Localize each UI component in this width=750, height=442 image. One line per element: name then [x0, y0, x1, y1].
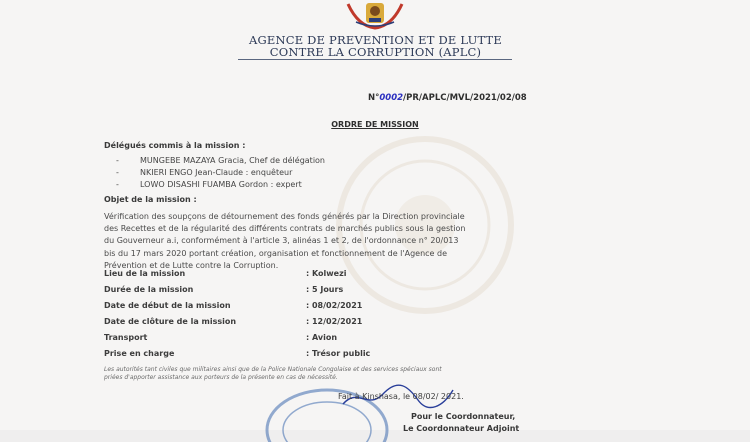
signatory-line2: Le Coordonnateur Adjoint	[403, 424, 520, 433]
coat-of-arms-emblem	[342, 0, 408, 32]
delegates-heading: Délégués commis à la mission :	[104, 141, 246, 150]
detail-label: Prise en charge	[104, 349, 175, 358]
agency-name-line2: CONTRE LA CORRUPTION (APLC)	[269, 45, 482, 59]
detail-value: : 5 Jours	[306, 285, 344, 294]
agency-name	[238, 34, 513, 58]
detail-label: Lieu de la mission	[104, 269, 186, 278]
delegates-list	[116, 155, 325, 191]
document-title: ORDRE DE MISSION	[331, 120, 419, 129]
list-item: - LOWO DISASHI FUAMBA Gordon : expert	[116, 180, 302, 189]
detail-row-cloture	[104, 317, 362, 326]
detail-label: Date de début de la mission	[104, 301, 231, 310]
detail-value: : 12/02/2021	[306, 317, 363, 326]
place-date: Fait à Kinshasa, le 08/02/ 2021.	[338, 392, 464, 401]
delegate-name: NKIERI ENGO Jean-Claude : enquêteur	[140, 168, 293, 177]
reference-handwritten: 0002	[379, 93, 404, 103]
objet-line: des Recettes et de la régularité des différents contrats de marchés publics sous la gestion	[104, 224, 466, 234]
header-divider	[238, 59, 512, 60]
list-item: - NKIERI ENGO Jean-Claude : enquêteur	[116, 168, 293, 177]
objet-line: Prévention et de Lutte contre la Corruption.	[104, 260, 279, 270]
detail-row-prise-en-charge	[104, 349, 370, 358]
objet-heading: Objet de la mission :	[104, 195, 197, 204]
agency-name-line1: AGENCE DE PREVENTION ET DE LUTTE	[248, 33, 503, 47]
reference-number	[368, 93, 527, 103]
detail-label: Durée de la mission	[104, 285, 194, 294]
objet-line: du Gouverneur a.i, conformément à l'article 3, alinéas 1 et 2, de l'ordonnance n° 20/013	[104, 236, 459, 246]
note-line: priées d'apporter assistance aux porteurs de la présente en cas de nécessité.	[104, 374, 338, 381]
reference-prefix: N°	[368, 93, 380, 103]
detail-value: : Kolwezi	[306, 269, 347, 278]
authorities-note	[104, 366, 639, 382]
detail-value: : Trésor public	[306, 349, 371, 358]
detail-label: Transport	[104, 333, 148, 342]
list-item: - MUNGEBE MAZAYA Gracia, Chef de délégation	[116, 156, 325, 165]
delegate-name: LOWO DISASHI FUAMBA Gordon : expert	[140, 180, 302, 189]
objet-line: Vérification des soupçons de détournement des fonds générés par la Direction provinciale	[104, 212, 465, 221]
detail-label: Date de clôture de la mission	[104, 317, 237, 326]
detail-value: : Avion	[306, 333, 338, 342]
signatory-line1: Pour le Coordonnateur,	[411, 412, 516, 421]
detail-row-transport	[104, 333, 337, 342]
detail-row-duree	[104, 285, 343, 294]
objet-line: bis du 17 mars 2020 portant création, organisation et fonctionnement de l'Agence de	[104, 248, 448, 258]
note-line: Les autorités tant civiles que militaires ainsi que de la Police Nationale Congolaise et des services spéciaux sont	[104, 366, 442, 373]
reference-suffix: /PR/APLC/MVL/2021/02/08	[403, 93, 527, 103]
detail-value: : 08/02/2021	[306, 301, 363, 310]
delegate-name: MUNGEBE MAZAYA Gracia, Chef de délégation	[140, 156, 325, 165]
detail-row-lieu	[104, 269, 347, 278]
detail-row-debut	[104, 301, 362, 310]
objet-paragraph	[104, 211, 649, 272]
